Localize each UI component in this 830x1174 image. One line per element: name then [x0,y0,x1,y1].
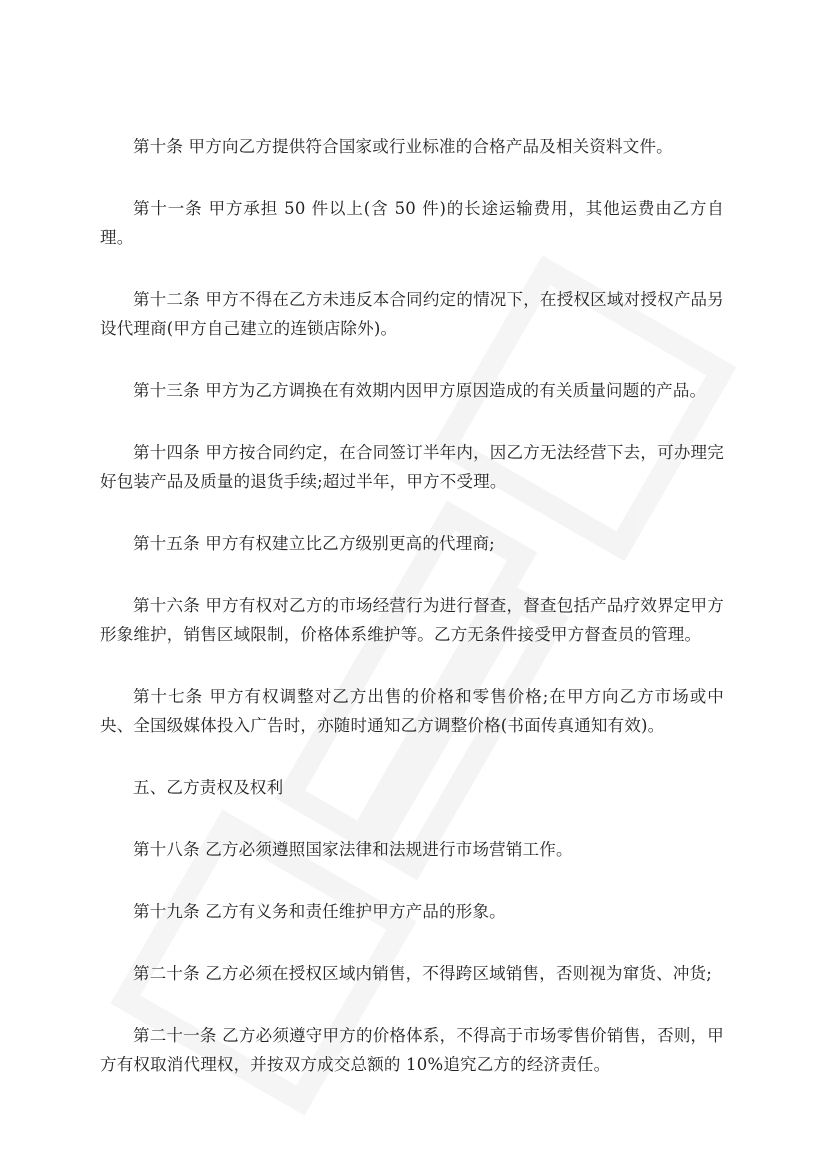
clause-13: 第十三条 甲方为乙方调换在有效期内因甲方原因造成的有关质量问题的产品。 [133,381,707,400]
clause-20: 第二十条 乙方必须在授权区域内销售，不得跨区域销售，否则视为窜货、冲货; [133,964,713,983]
clause-10: 第十条 甲方向乙方提供符合国家或行业标准的合格产品及相关资料文件。 [133,137,673,156]
section-heading: 五、乙方责权及权利 [133,778,284,797]
clause-15: 第十五条 甲方有权建立比乙方级别更高的代理商; [133,534,495,553]
clause-19: 第十九条 乙方有义务和责任维护甲方产品的形象。 [133,902,506,921]
clause-18: 第十八条 乙方必须遵照国家法律和法规进行市场营销工作。 [133,840,573,859]
document-body [100,132,724,1112]
clause-14: 第十四条 甲方按合同约定，在合同签订半年内，因乙方无法经营下去，可办理完好包装产品及质量的退货手续;超过半年，甲方不受理。 [100,443,724,491]
clause-11: 第十一条 甲方承担 50 件以上(含 50 件)的长途运输费用，其他运费由乙方自理。 [100,199,724,247]
clause-21: 第二十一条 乙方必须遵守甲方的价格体系，不得高于市场零售价销售，否则，甲方有权取消代理权，并按双方成交总额的 10%追究乙方的经济责任。 [100,1026,724,1074]
clause-16: 第十六条 甲方有权对乙方的市场经营行为进行督查，督查包括产品疗效界定甲方形象维护，销售区域限制，价格体系维护等。乙方无条件接受甲方督查员的管理。 [100,596,724,644]
clause-12: 第十二条 甲方不得在乙方未违反本合同约定的情况下，在授权区域对授权产品另设代理商(甲方自己建立的连锁店除外)。 [100,290,724,338]
clause-17: 第十七条 甲方有权调整对乙方出售的价格和零售价格;在甲方向乙方市场或中央、全国级媒体投入广告时，亦随时通知乙方调整价格(书面传真通知有效)。 [100,687,724,735]
